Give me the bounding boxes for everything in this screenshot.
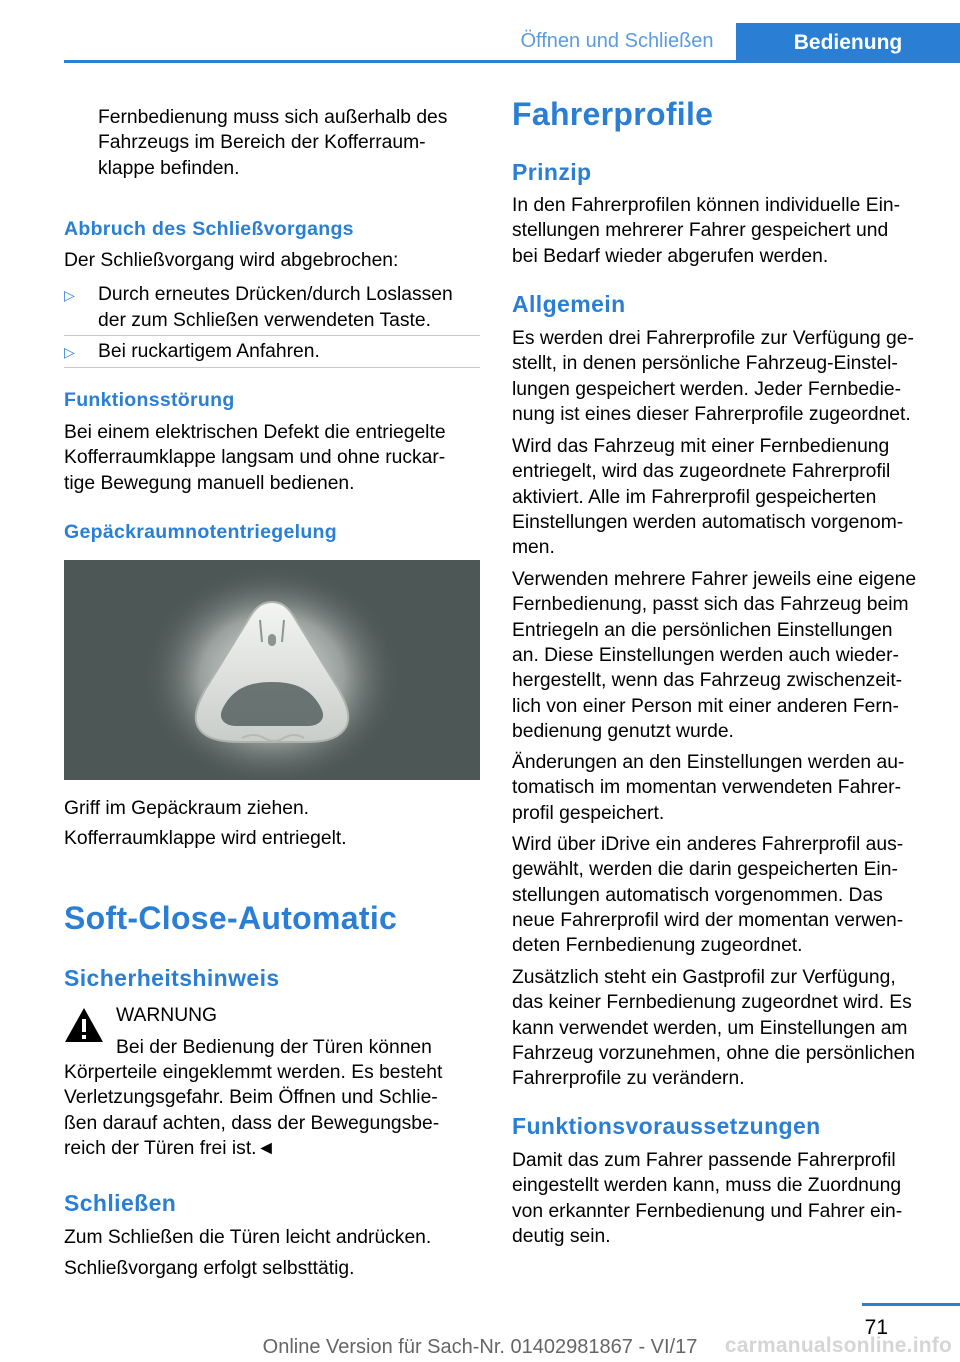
allgemein-p5-line-1: Wird über iDrive ein anderes Fahrerprofil aus- [512, 834, 904, 855]
allgemein-p6-line-5: Fahrerprofile zu verändern. [512, 1068, 745, 1089]
trunk-release-handle-icon [64, 560, 480, 780]
site-watermark: carmanualsonline.info [724, 1334, 952, 1357]
allgemein-p3-line-6: lich von einer Person mit einer anderen Fern- [512, 696, 899, 717]
allgemein-p2-line-4: Einstellungen werden automatisch vorgenom- [512, 512, 904, 533]
bullet-1-line-1: Durch erneutes Drücken/durch Loslassen [98, 284, 453, 305]
bullet-1-line-2: der zum Schließen verwendeten Taste. [98, 310, 431, 331]
bullet-2-line-1: Bei ruckartigem Anfahren. [98, 341, 320, 362]
warning-line-1: Bei der Bedienung der Türen können [116, 1037, 432, 1058]
voraussetzungen-heading: Funktionsvoraussetzungen [512, 1113, 821, 1139]
allgemein-p6-line-1: Zusätzlich steht ein Gastprofil zur Verfügung, [512, 967, 896, 988]
allgemein-p2-line-5: men. [512, 537, 555, 558]
schliessen-line-2: Schließvorgang erfolgt selbsttätig. [64, 1258, 355, 1279]
allgemein-p3-line-5: hergestellt, wenn das Fahrzeug zwischenzeit- [512, 670, 903, 691]
voraussetzungen-line-1: Damit das zum Fahrer passende Fahrerprofil [512, 1150, 896, 1171]
after-image-line-2: Kofferraumklappe wird entriegelt. [64, 828, 347, 849]
footer-rule [862, 1303, 960, 1306]
allgemein-p5-line-3: stellungen automatisch vorgenommen. Das [512, 885, 883, 906]
allgemein-p1-line-1: Es werden drei Fahrerprofile zur Verfügung ge- [512, 328, 914, 349]
stoerung-line-1: Bei einem elektrischen Defekt die entriegelte [64, 422, 446, 443]
allgemein-p4-line-2: tomatisch im momentan verwendeten Fahrer- [512, 777, 901, 798]
warning-line-3: Verletzungsgefahr. Beim Öffnen und Schlie- [64, 1087, 438, 1108]
voraussetzungen-line-4: deutig sein. [512, 1226, 611, 1247]
voraussetzungen-line-3: von erkannter Fernbedienung und Fahrer ein- [512, 1201, 903, 1222]
stoerung-heading: Funktionsstörung [64, 389, 235, 411]
warning-line-2: Körperteile eingeklemmt werden. Es besteht [64, 1062, 443, 1083]
prinzip-line-3: bei Bedarf wieder abgerufen werden. [512, 246, 829, 267]
allgemein-p3-line-7: bedienung genutzt wurde. [512, 721, 734, 742]
softclose-heading: Soft-Close-Automatic [64, 900, 398, 936]
prinzip-heading: Prinzip [512, 159, 592, 185]
bullet-icon: ▷ [64, 287, 75, 303]
abbruch-text: Der Schließvorgang wird abgebrochen: [64, 250, 399, 271]
warning-triangle-icon [64, 1007, 104, 1043]
prinzip-line-1: In den Fahrerprofilen können individuelle Ein- [512, 195, 901, 216]
allgemein-p3-line-4: an. Diese Einstellungen werden auch wieder- [512, 645, 899, 666]
sicherheit-heading: Sicherheitshinweis [64, 965, 280, 991]
warning-line-5: reich der Türen frei ist.◄ [64, 1138, 276, 1159]
schliessen-line-1: Zum Schließen die Türen leicht andrücken. [64, 1227, 432, 1248]
allgemein-p4-line-1: Änderungen an den Einstellungen werden au- [512, 752, 905, 773]
intro-line-1: Fernbedienung muss sich außerhalb des [98, 107, 448, 128]
allgemein-p6-line-3: kann verwendet werden, um Einstellungen am [512, 1018, 908, 1039]
fahrerprofile-heading: Fahrerprofile [512, 96, 714, 132]
allgemein-p6-line-4: Fahrzeug vorzunehmen, ohne die persönlichen [512, 1043, 916, 1064]
bullet-icon: ▷ [64, 344, 75, 360]
allgemein-p3-line-2: Fernbedienung, passt sich das Fahrzeug beim [512, 594, 909, 615]
intro-line-3: klappe befinden. [98, 158, 240, 179]
emergency-release-handle-image [64, 560, 480, 780]
allgemein-p2-line-3: aktiviert. Alle im Fahrerprofil gespeicherten [512, 487, 877, 508]
bullet-divider [64, 335, 480, 336]
allgemein-p4-line-3: profil gespeichert. [512, 803, 665, 824]
allgemein-p2-line-2: entriegelt, wird das zugeordnete Fahrerprofil [512, 461, 891, 482]
stoerung-line-2: Kofferraumklappe langsam und ohne ruckar- [64, 447, 446, 468]
bullet-divider [64, 367, 480, 368]
notentriegelung-heading: Gepäckraumnotentriegelung [64, 521, 337, 543]
abbruch-heading: Abbruch des Schließvorgangs [64, 218, 354, 240]
header-section-title: Öffnen und Schließen [520, 30, 714, 52]
allgemein-p5-line-4: neue Fahrerprofil wird der momentan verwen- [512, 910, 904, 931]
allgemein-p1-line-4: nung ist eines dieser Fahrerprofile zugeordnet. [512, 404, 911, 425]
allgemein-p6-line-2: das keiner Fernbedienung zugeordnet wird. Es [512, 992, 912, 1013]
after-image-line-1: Griff im Gepäckraum ziehen. [64, 798, 310, 819]
allgemein-p2-line-1: Wird das Fahrzeug mit einer Fernbedienung [512, 436, 890, 457]
intro-line-2: Fahrzeugs im Bereich der Kofferraum- [98, 132, 426, 153]
allgemein-p1-line-2: stellt, in denen persönliche Fahrzeug-Einstel- [512, 353, 898, 374]
warning-line-4: ßen darauf achten, dass der Bewegungsbe- [64, 1113, 440, 1134]
online-version-note: Online Version für Sach-Nr. 01402981867 - VI/17 [262, 1336, 698, 1358]
allgemein-p1-line-3: lungen gespeichert werden. Jeder Fernbedie- [512, 379, 902, 400]
allgemein-p5-line-2: gewählt, werden die darin gespeicherten Ein- [512, 859, 898, 880]
schliessen-heading: Schließen [64, 1190, 177, 1216]
header-chapter-tab: Bedienung [736, 23, 960, 63]
warning-label: WARNUNG [116, 1005, 218, 1026]
voraussetzungen-line-2: eingestellt werden kann, muss die Zuordnung [512, 1175, 902, 1196]
allgemein-p5-line-5: deten Fernbedienung zugeordnet. [512, 935, 803, 956]
stoerung-line-3: tige Bewegung manuell bedienen. [64, 473, 355, 494]
prinzip-line-2: stellungen mehrerer Fahrer gespeichert und [512, 220, 889, 241]
allgemein-p3-line-1: Verwenden mehrere Fahrer jeweils eine eigene [512, 569, 917, 590]
allgemein-heading: Allgemein [512, 291, 626, 317]
allgemein-p3-line-3: Entriegeln an die persönlichen Einstellungen [512, 620, 893, 641]
page-number: 71 [864, 1316, 888, 1339]
